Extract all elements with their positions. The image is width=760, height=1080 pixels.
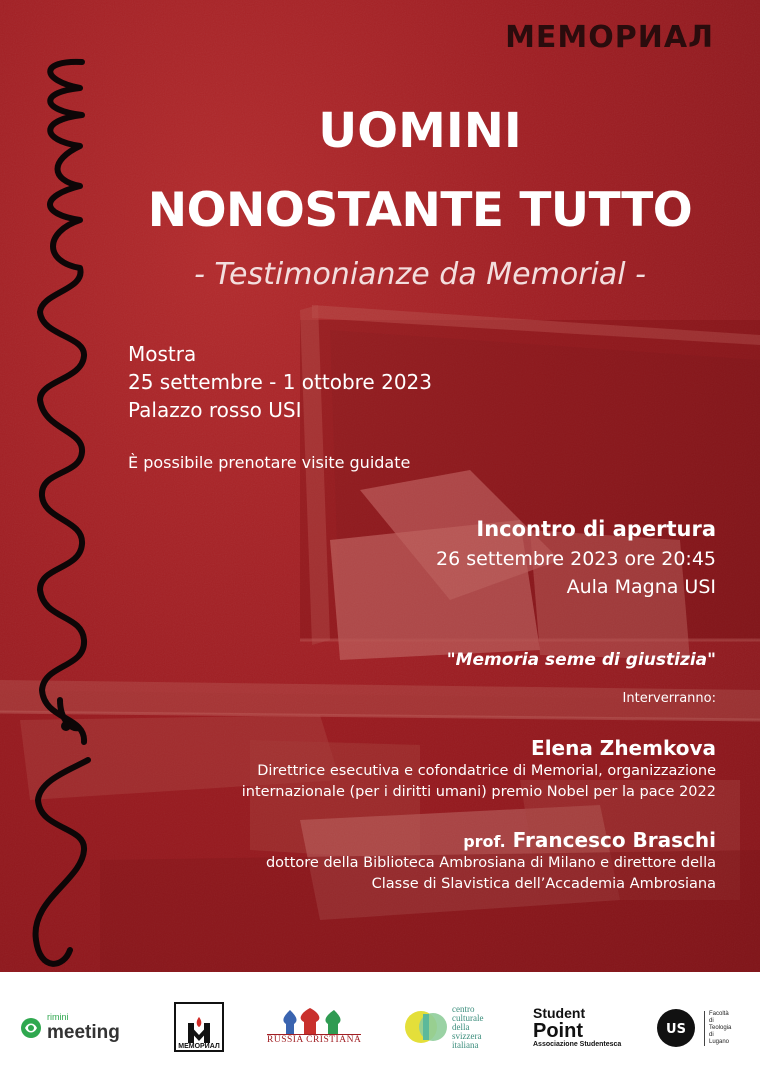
centro-culturale-logo <box>403 1004 483 1050</box>
exhibition-venue: Palazzo rosso USI <box>128 398 302 422</box>
centro-line-1: centro <box>452 1003 475 1014</box>
memorial-logo-text: МЕМОРИАЛ <box>178 1043 220 1050</box>
centro-line-2: culturale <box>452 1012 484 1023</box>
memorial-logo <box>174 1002 224 1052</box>
centro-line-4: svizzera <box>452 1030 482 1041</box>
opening-venue: Aula Magna USI <box>566 576 716 598</box>
speaker-1-desc-line-1: Direttrice esecutiva e cofondatrice di Memorial, organizzazione <box>257 763 716 779</box>
opening-datetime: 26 settembre 2023 ore 20:45 <box>436 548 716 570</box>
usi-line-5: Lugano <box>709 1038 730 1045</box>
rimini-label: rimini <box>47 1012 69 1022</box>
centro-line-5: italiana <box>452 1039 479 1050</box>
sponsor-logos <box>0 972 760 1080</box>
usi-line-3: Teologia <box>709 1024 732 1031</box>
onion-domes-icon <box>274 1008 354 1034</box>
memorial-brand-top: МЕМОРИАЛ <box>505 20 714 55</box>
usi-line-1: Facoltà <box>709 1010 729 1017</box>
title-line-1: UOMINI <box>318 103 522 159</box>
speaker-1-description <box>242 761 716 803</box>
exhibition-dates: 25 settembre - 1 ottobre 2023 <box>128 370 432 394</box>
exhibition-label: Mostra <box>128 342 197 366</box>
russia-cristiana-logo <box>267 1008 361 1045</box>
speaker-2-desc-line-2: Classe di Slavistica dell’Accademia Ambrosiana <box>371 876 716 892</box>
usi-logo <box>656 1008 731 1048</box>
speaker-1-name: Elena Zhemkova <box>531 736 716 760</box>
speaker-1-desc-line-2: internazionale (per i diritti umani) premio Nobel per la pace 2022 <box>241 784 716 800</box>
memorial-flame-icon <box>184 1017 214 1043</box>
speaker-2-prefix: prof. <box>463 832 506 851</box>
rimini-meeting-icon <box>20 1017 42 1039</box>
speakers-label: Interverranno: <box>622 691 716 706</box>
speaker-2-name: Francesco Braschi <box>512 828 716 852</box>
russia-cristiana-text: RUSSIA CRISTIANA <box>267 1035 362 1045</box>
opening-title: Incontro di apertura <box>476 517 716 541</box>
title-line-2: NONOSTANTE TUTTO <box>147 183 693 238</box>
guided-tours-note: È possibile prenotare visite guidate <box>128 453 411 472</box>
point-label: Point <box>533 1020 583 1042</box>
speaker-2-description <box>266 853 716 895</box>
usi-emblem-icon <box>656 1008 696 1048</box>
speaker-2-name-line <box>463 828 716 852</box>
rimini-meeting-logo <box>20 1012 120 1043</box>
usi-line-2: di <box>709 1017 714 1024</box>
centro-line-3: della <box>452 1021 470 1032</box>
usi-line-4: di <box>709 1031 714 1038</box>
svg-text:US: US <box>666 1022 686 1037</box>
subtitle: - Testimonianze da Memorial - <box>194 257 646 292</box>
meeting-label: meeting <box>47 1022 120 1043</box>
exhibition-info <box>128 340 432 424</box>
student-association-label: Associazione Studentesca <box>533 1041 622 1048</box>
opening-quote: "Memoria seme di giustizia" <box>446 650 716 670</box>
student-point-logo <box>533 1006 621 1048</box>
speaker-2-desc-line-1: dottore della Biblioteca Ambrosiana di Milano e direttore della <box>265 855 716 871</box>
student-label: Student <box>533 1005 586 1021</box>
centro-culturale-icon <box>403 1004 449 1050</box>
